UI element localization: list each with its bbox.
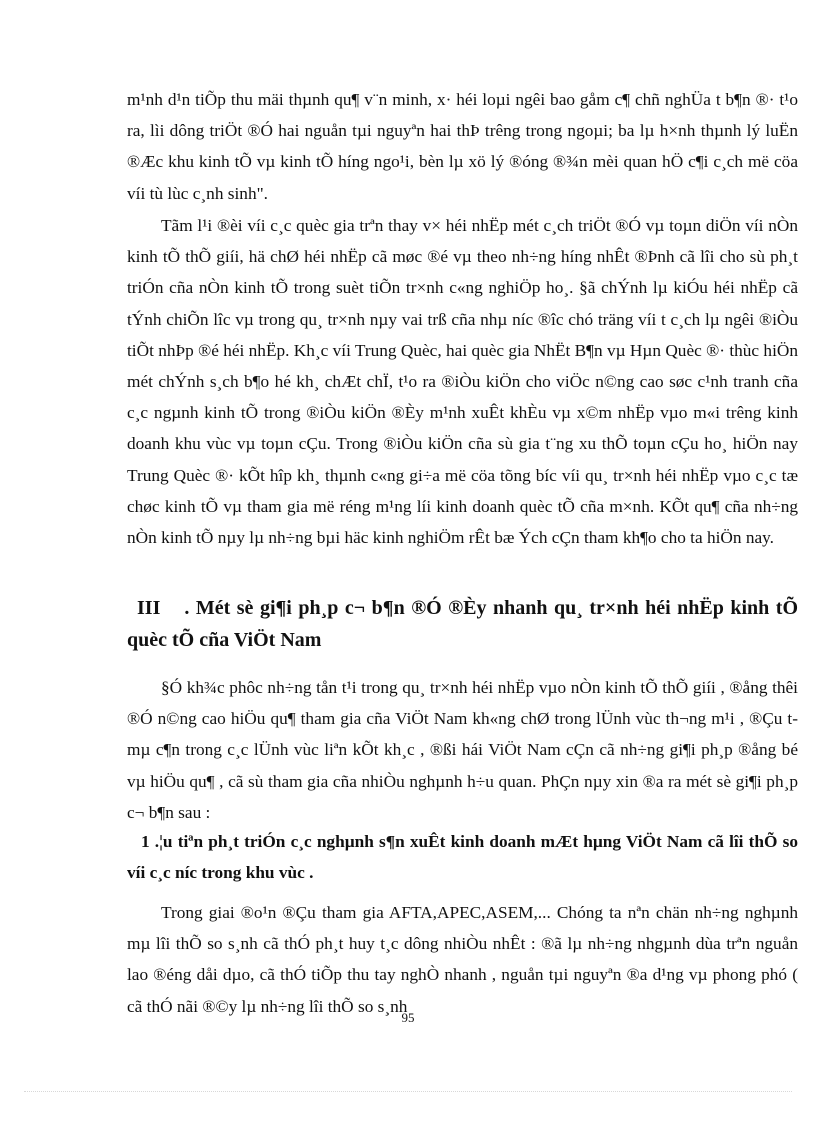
section-number: III: [137, 597, 161, 619]
paragraph-intro: §Ó kh¾c phôc nh÷ng tån t¹i trong qu¸ tr×nh héi nhËp vµo nÒn kinh tÕ thÕ giíi , ®ång thêi ®Ó n©ng cao hiÖu qu¶ tham gia cña ViÖt Nam kh«ng chØ trong lÜnh vùc th¬ng m¹i , ®Çu t mµ c¶n trong c¸c lÜnh vùc liªn kÕt kh¸c , ®ßi hái ViÖt Nam cÇn cã nh÷ng gi¶i ph¸p ®ång bé vµ hiÖu qu¶ , cã sù tham gia cña nhiÒu nghµnh h÷u quan. PhÇn nµy xin ®a ra mét sè gi¶i ph¸p c¬ b¶n sau :: [127, 678, 798, 822]
paragraph-summary: Tãm l¹i ®èi víi c¸c quèc gia trªn thay v× héi nhËp mét c¸ch triÖt ®Ó vµ toµn diÖn víi nÒn kinh tÕ thÕ giíi, hä chØ héi nhËp cã møc ®é vµ theo nh÷ng híng nhÊt ®Þnh cã lîi cho sù ph¸t triÓn cña nÒn kinh tÕ trong suèt tiÕn tr×nh c«ng nghiÖp ho¸. §ã chÝnh lµ kiÓu héi nhËp cã tÝnh chiÕn lîc vµ trong qu¸ tr×nh nµy vai trß cña nhµ níc ®îc chó träng víi t c¸ch lµ ngêi ®iÒu tiÕt nhÞp ®é héi nhËp. Kh¸c víi Trung Quèc, hai quèc gia NhËt B¶n vµ Hµn Quèc ®· thùc hiÖn mét chÝnh s¸ch b¶o hé kh¸ chÆt chÏ, t¹o ra ®iÒu kiÖn cho viÖc n©ng cao søc c¹nh tranh cña c¸c ngµnh kinh tÕ trong ®iÒu kiÖn ®Èy m¹nh xuÊt khÈu vµ x©m nhËp vµo m«i trêng kinh doanh khu vùc vµ toµn cÇu. Trong ®iÒu kiÖn cña sù gia t¨ng xu thÕ toµn cÇu ho¸ hiÖn nay Trung Quèc ®· kÕt hîp kh¸ thµnh c«ng gi÷a më cöa tõng bíc víi qu¸ tr×nh héi nhËp vµo c¸c tæ chøc kinh tÕ vµ tham gia më réng m¹ng líi kinh doanh quèc tÕ cña m×nh. KÕt qu¶ cña nh÷ng nÒn kinh tÕ nµy lµ nh÷ng bµi häc kinh nghiÖm rÊt bæ Ých cÇn tham kh¶o cho ta hiÖn nay.: [127, 216, 798, 548]
section-heading: [127, 592, 798, 656]
page-number: 95: [401, 1010, 415, 1025]
subsection-heading: 1 .¦u tiªn ph¸t triÓn c¸c nghµnh s¶n xuÊt kinh doanh mÆt hµng ViÖt Nam cã lîi thÕ so víi c¸c níc trong khu vùc .: [127, 832, 798, 882]
paragraph-body: Trong giai ®o¹n ®Çu tham gia AFTA,APEC,ASEM,... Chóng ta nªn chän nh÷ng nghµnh mµ lîi thÕ so s¸nh cã thÓ ph¸t huy t¸c dông nhiÒu nhÊt : ®ã lµ nh÷ng nhgµnh dùa trªn nguån lao ®éng dåi dµo, cã thÓ tiÕp thu tay nghÒ nhanh , nguån tµi nguyªn ®a d¹ng vµ phong phó ( cã thÓ nãi ®©y lµ nh÷ng lîi thÕ so s¸nh: [127, 903, 798, 1016]
page-bottom-divider: [24, 1091, 792, 1092]
paragraph-continuation: m¹nh d¹n tiÕp thu mäi thµnh qu¶ v¨n minh, x· héi loµi ngêi bao gåm c¶ chñ nghÜa t b¶n ®· t¹o ra, lìi dông triÖt ®Ó hai nguån tµi nguyªn hai thÞ trêng trong ngoµi; ba lµ h×nh thµnh lý luËn ®Æc khu kinh tÕ vµ kinh tÕ híng ngo¹i, bèn lµ xö lý ®óng ®¾n mèi quan hÖ c¶i c¸ch më cöa víi tù lùc c¸nh sinh".: [127, 90, 798, 203]
section-title: . Mét sè gi¶i ph¸p c¬ b¶n ®Ó ®Èy nhanh qu¸ tr×nh héi nhËp kinh tÕ quèc tÕ cña ViÖt Nam: [127, 597, 798, 651]
